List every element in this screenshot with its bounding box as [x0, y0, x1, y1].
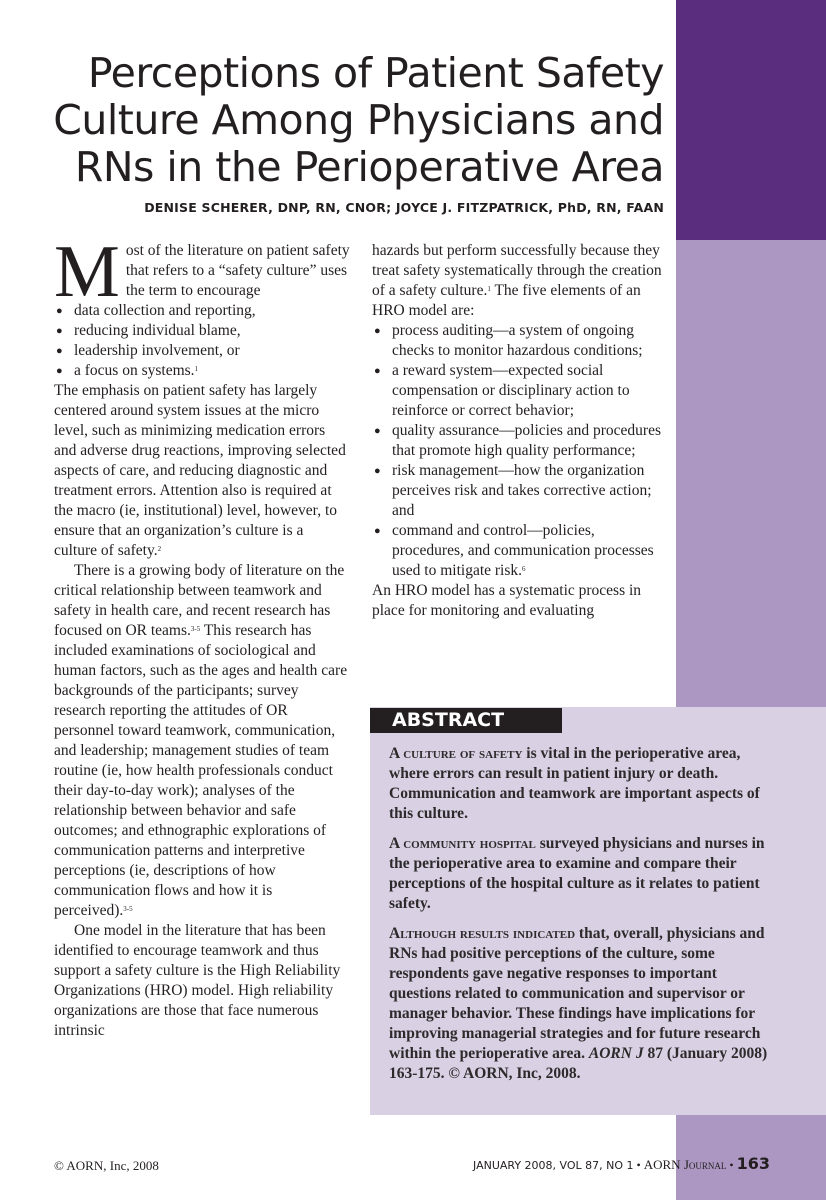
- list-item: [372, 521, 664, 581]
- abstract-text: is vital in the perioperative area, where errors can result in patient injury or death. Communication and teamwork are important aspects of this culture.: [389, 745, 760, 822]
- list-item-text: command and control—policies, procedures, and communication processes used to mitigate risk.: [392, 522, 654, 579]
- reference-marker: 3-5: [190, 625, 201, 633]
- body-text: This research has included examinations of sociological and human factors, such as the ages and health care backgrounds of the participants; survey research reporting the attitudes of OR personnel toward teamwork, communication, and leadership; management studies of team routine (ie, how health professionals conduct their day-to-day work); analyses of the relationship between behavior and safe outcomes; and ethnographic explorations of communication patterns and interpretive perceptions (ie, descriptions of how communication flows and how it is perceived).: [54, 622, 348, 919]
- issue-date: JANUARY 2008, VOL 87, NO 1: [473, 1159, 634, 1172]
- abstract-lead: A community hospital: [389, 835, 536, 852]
- abstract-lead: Although results indicated: [389, 925, 576, 942]
- list-item: ● quality assurance—policies and procedures that promote high quality performance;: [372, 421, 664, 461]
- bullet-list-safety: [54, 301, 350, 381]
- list-item: ● data collection and reporting,: [54, 301, 350, 321]
- abstract-body: [389, 744, 771, 1094]
- list-item: ● risk management—how the organization perceives risk and takes corrective action; and: [372, 461, 664, 521]
- abstract-lead: A culture of safety: [389, 745, 523, 762]
- body-text: There is a growing body of literature on the critical relationship between teamwork and safety in health care, and recent research has focused on OR teams.: [54, 562, 345, 639]
- list-item: ● reducing individual blame,: [54, 321, 350, 341]
- separator-bullet: •: [636, 1158, 641, 1172]
- body-paragraph: [54, 381, 350, 561]
- reference-marker: 1: [194, 365, 199, 373]
- citation-details: 87 (January 2008) 163-175. © AORN, Inc, 2008.: [389, 1045, 768, 1082]
- title-line-3: RNs in the Perioperative Area: [74, 143, 664, 191]
- reference-marker: 6: [522, 565, 526, 573]
- text-column-left: [54, 231, 350, 1041]
- abstract-text: surveyed physicians and nurses in the perioperative area to examine and compare their perceptions of the hospital culture as it relates to patient safety.: [389, 835, 765, 912]
- footer-issue-info: [473, 1154, 770, 1173]
- abstract-paragraph: [389, 744, 771, 824]
- body-paragraph: [54, 561, 350, 921]
- body-paragraph: [372, 241, 664, 321]
- citation-journal: AORN J: [588, 1045, 644, 1062]
- title-line-1: Perceptions of Patient Safety: [87, 49, 664, 97]
- separator-bullet: •: [729, 1158, 734, 1172]
- article-title: [24, 50, 664, 191]
- body-text: hazards but perform successfully because they treat safety systematically through the creation of a safety culture.: [372, 242, 662, 299]
- author-byline: DENISE SCHERER, DNP, RN, CNOR; JOYCE J. FITZPATRICK, PhD, RN, FAAN: [144, 200, 664, 215]
- footer-copyright: © AORN, Inc, 2008: [54, 1158, 159, 1173]
- reference-marker: 1: [487, 285, 491, 293]
- purple-band-top: [676, 0, 826, 240]
- body-paragraph: One model in the literature that has been identified to encourage teamwork and thus support a safety culture is the High Reliability Organizations (HRO) model. High reliability organizations are those that face numerous intrinsic: [54, 922, 341, 1039]
- abstract-heading: ABSTRACT: [370, 708, 562, 733]
- page-number: 163: [736, 1154, 770, 1173]
- list-item: ● a reward system—expected social compensation or disciplinary action to reinforce or correct behavior;: [372, 361, 664, 421]
- reference-marker: 2: [157, 545, 162, 553]
- list-item: [54, 361, 350, 381]
- intro-paragraph: ost of the literature on patient safety that refers to a “safety culture” uses the term to encourage: [125, 242, 350, 299]
- abstract-paragraph: [389, 924, 771, 1084]
- text-column-right: [372, 241, 664, 621]
- body-text: The five elements of an HRO model are:: [372, 282, 641, 319]
- title-line-2: Culture Among Physicians and: [53, 96, 664, 144]
- bullet-list-hro: [372, 321, 664, 581]
- body-paragraph: An HRO model has a systematic process in place for monitoring and evaluating: [372, 582, 642, 619]
- abstract-text: that, overall, physicians and RNs had positive perceptions of the culture, some respondents gave negative responses to important questions related to communication and supervisor or manager behavior. These findings have implications for improving managerial strategies and for future research within the perioperative area.: [389, 925, 765, 1062]
- abstract-paragraph: [389, 834, 771, 914]
- drop-cap: M: [54, 231, 120, 313]
- body-text: The emphasis on patient safety has largely centered around system issues at the micro level, such as minimizing medication errors and adverse drug reactions, improving selected aspects of care, and reducing diagnostic and treatment errors. Attention also is required at the macro (ie, institutional) level, however, to ensure that an organization’s culture is a culture of safety.: [54, 382, 346, 559]
- list-item: ● leadership involvement, or: [54, 341, 350, 361]
- reference-marker: 3-5: [123, 905, 133, 913]
- journal-name: AORN Journal: [643, 1157, 727, 1172]
- list-item: ● process auditing—a system of ongoing checks to monitor hazardous conditions;: [372, 321, 664, 361]
- list-item-text: a focus on systems.: [74, 362, 195, 379]
